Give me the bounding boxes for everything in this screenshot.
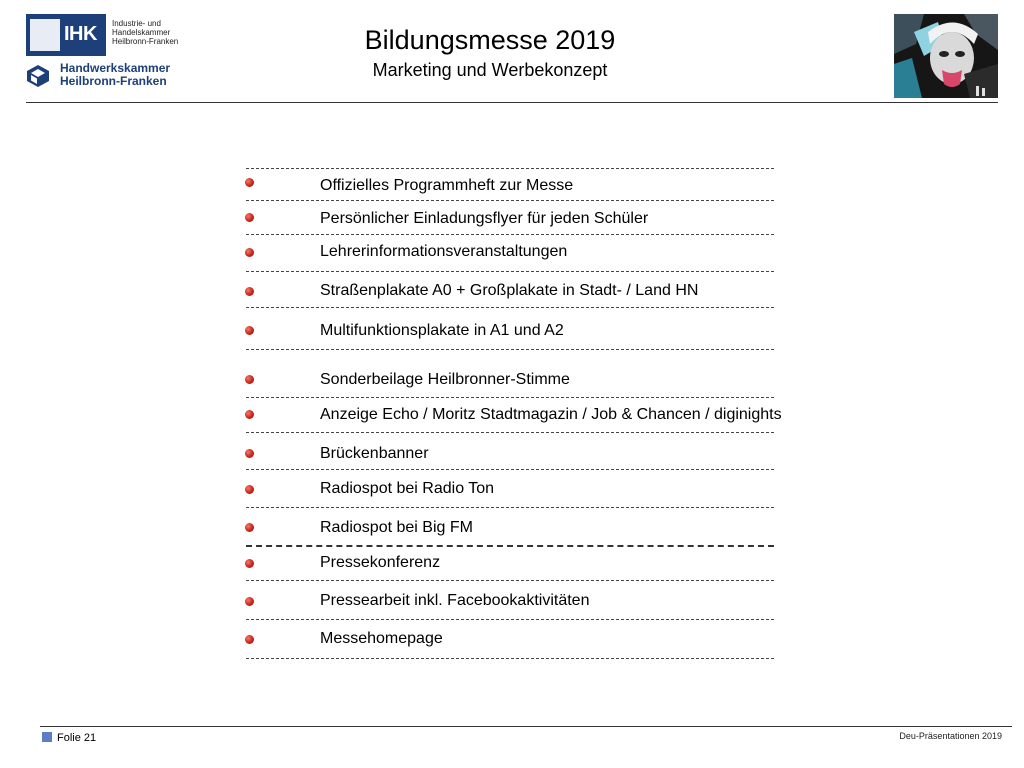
list-divider [246,580,774,581]
list-divider [246,432,774,433]
footer-square-icon [42,732,52,742]
list-item-label: Messehomepage [320,630,443,647]
hwk-logo-line1: Handwerkskammer [60,61,171,75]
bullet-icon [245,410,254,419]
bullet-icon [245,597,254,606]
bullet-icon [245,375,254,384]
event-image [894,14,998,98]
bullet-icon [245,178,254,187]
bullet-icon [245,213,254,222]
list-divider [246,658,774,659]
list-divider [246,469,774,470]
ihk-logo-mark [26,14,106,56]
list-divider [246,168,774,169]
ihk-logo-text [112,19,216,46]
list-item-label: Brückenbanner [320,445,429,462]
list-item-label: Radiospot bei Radio Ton [320,480,495,497]
footer-divider [40,726,1012,727]
ihk-logo [26,14,216,56]
list-item-label: Straßenplakate A0 + Großplakate in Stadt- / Land HN [320,282,699,299]
ihk-logo-line1: Industrie- und Handelskammer [112,19,171,37]
bullet-icon [245,559,254,568]
list-divider [246,545,774,547]
list-item-label: Anzeige Echo / Moritz Stadtmagazin / Job & Chancen / diginights [320,406,782,423]
region-map-icon [30,19,60,51]
hwk-logo-text [60,62,170,88]
list-divider [246,619,774,620]
list-divider [246,271,774,272]
list-item-label: Sonderbeilage Heilbronner-Stimme [320,371,570,388]
list-divider [246,200,774,201]
bullet-icon [245,449,254,458]
list-divider [246,234,774,235]
hwk-cube-icon [26,64,50,88]
hwk-logo [26,62,216,90]
list-item-label: Lehrerinformationsveranstaltungen [320,243,568,260]
list-divider [246,349,774,350]
slide-number: Folie 21 [57,732,97,744]
bullet-icon [245,635,254,644]
list-item-label: Offizielles Programmheft zur Messe [320,177,574,194]
page-subtitle: Marketing und Werbekonzept [372,60,608,80]
event-illustration-icon [894,14,998,98]
list-divider [246,507,774,508]
bullet-icon [245,523,254,532]
ihk-mark-text: IHK [64,23,97,45]
list-divider [246,307,774,308]
bullet-icon [245,287,254,296]
list-item-label: Multifunktionsplakate in A1 und A2 [320,322,564,339]
page-title: Bildungsmesse 2019 [364,25,616,55]
list-item-label: Persönlicher Einladungsflyer für jeden Schüler [320,210,649,227]
list-item-label: Pressearbeit inkl. Facebookaktivitäten [320,592,590,609]
bullet-icon [245,248,254,257]
hwk-logo-line2: Heilbronn-Franken [60,74,167,88]
list-divider [246,397,774,398]
bullet-icon [245,485,254,494]
list-item-label: Radiospot bei Big FM [320,519,473,536]
footer-caption: Deu-Präsentationen 2019 [899,731,1002,741]
bullet-icon [245,326,254,335]
header-divider [26,102,998,103]
list-item-label: Pressekonferenz [320,554,441,571]
ihk-logo-line2: Heilbronn-Franken [112,37,179,46]
